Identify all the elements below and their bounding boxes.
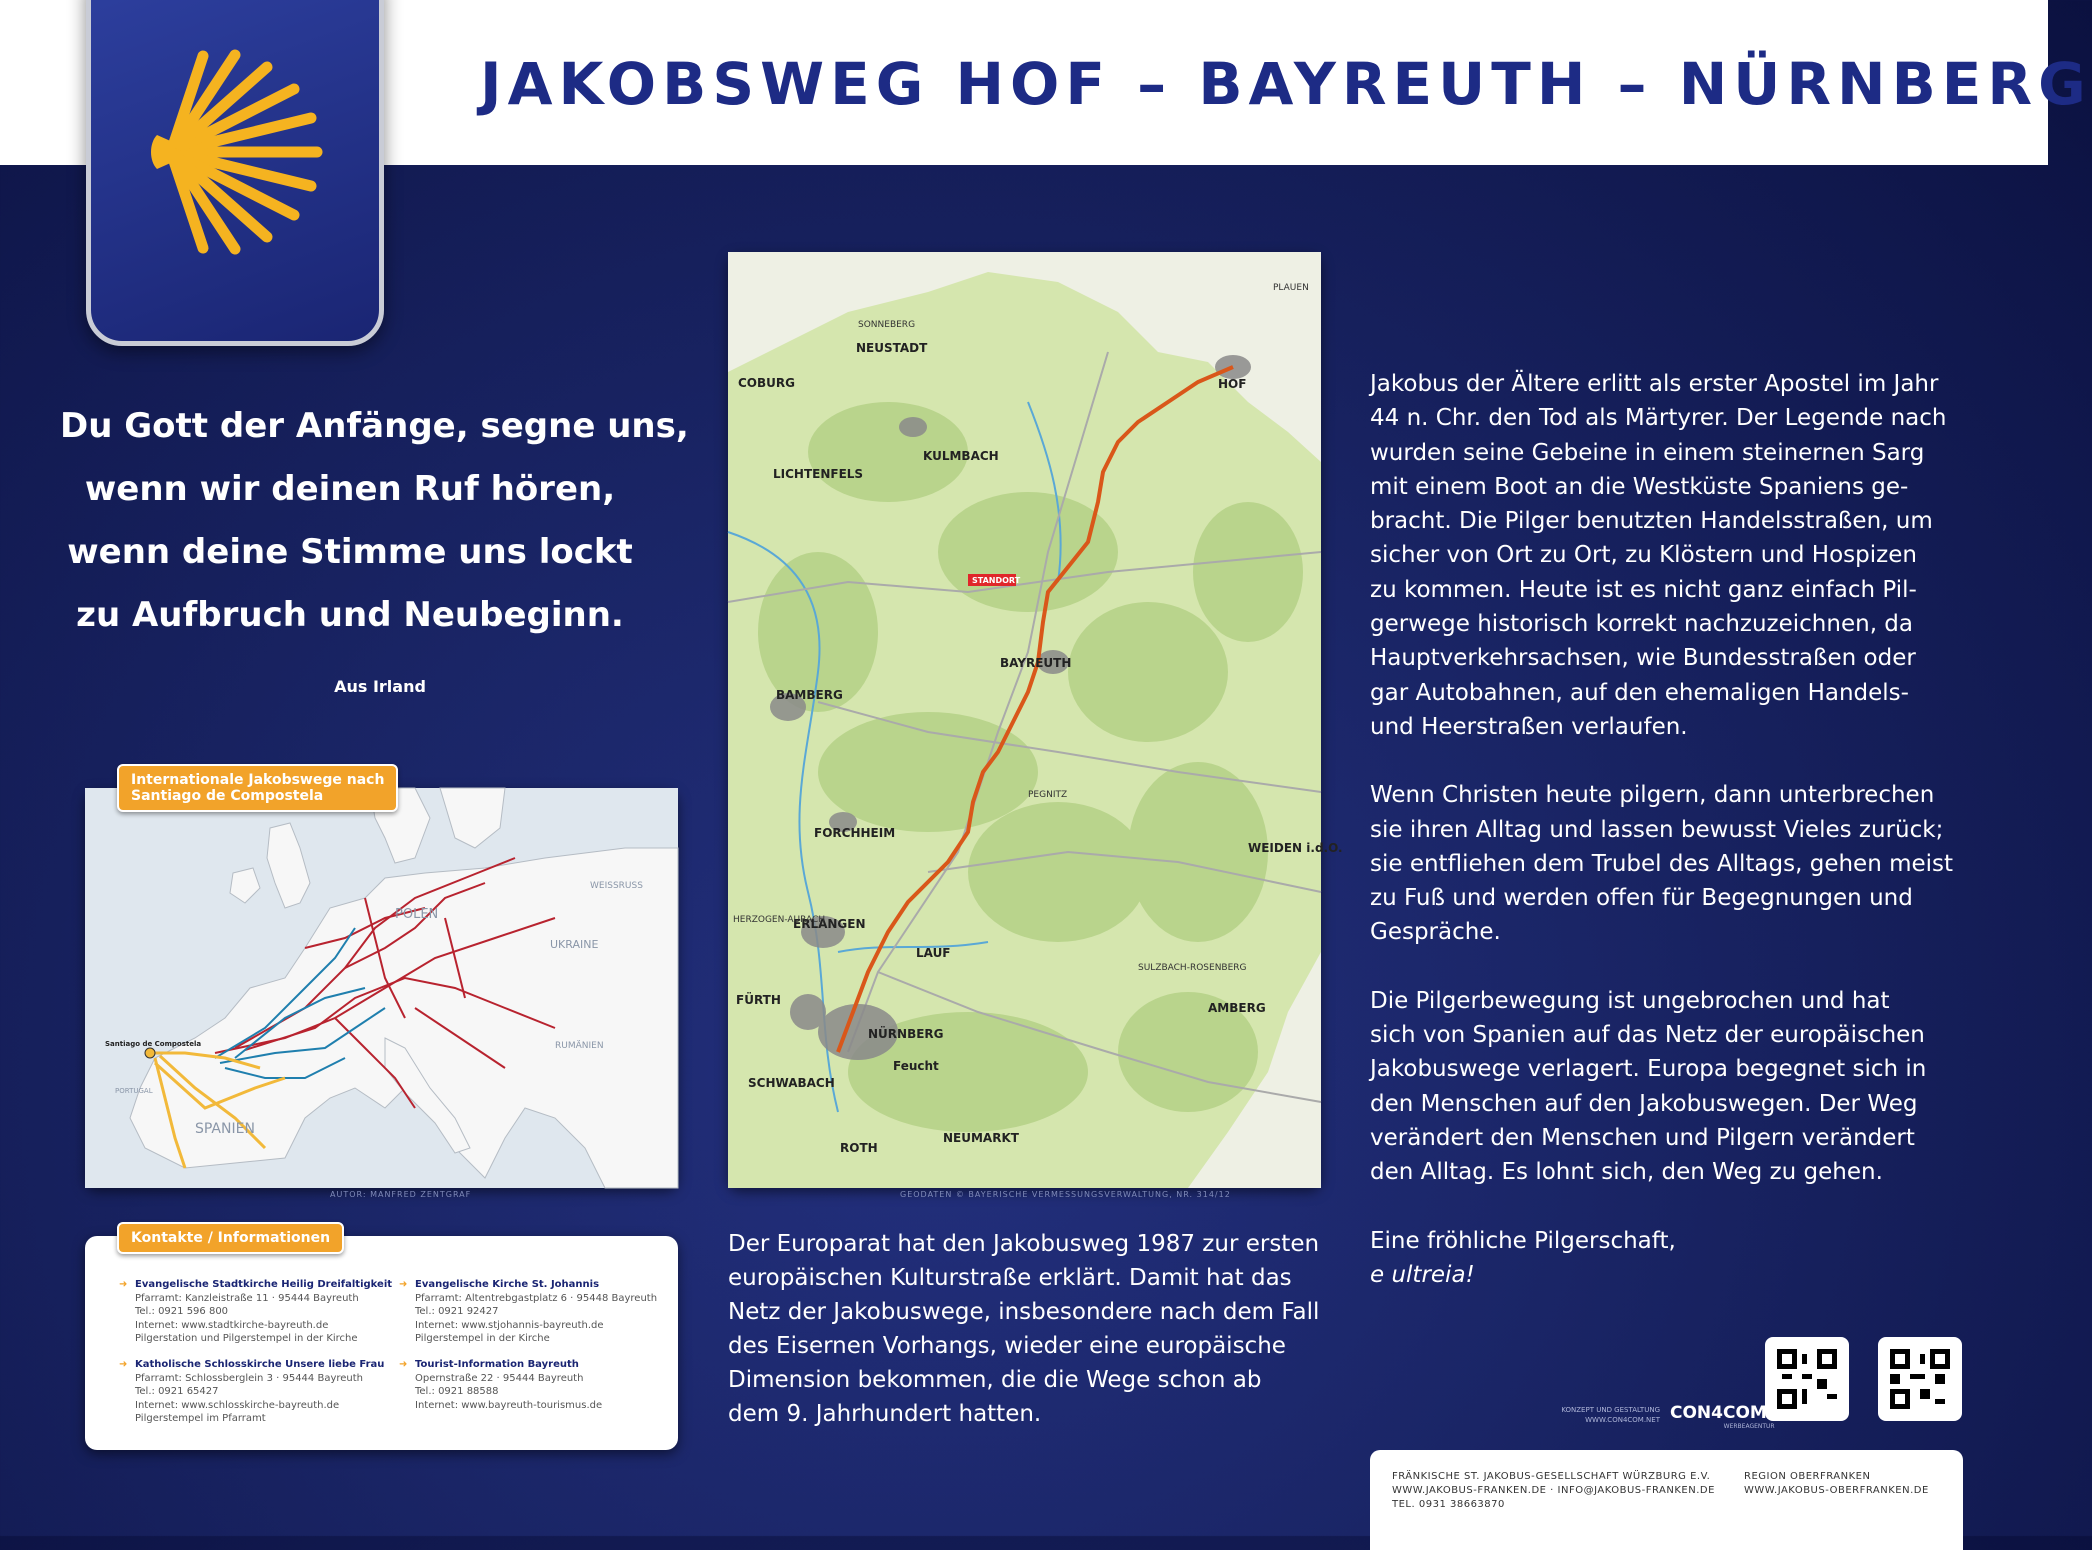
design-credit-line: KONZEPT UND GESTALTUNG xyxy=(1561,1406,1660,1414)
city-sonneberg: SONNEBERG xyxy=(858,320,916,330)
contact-line[interactable]: Internet: www.stjohannis-bayreuth.de xyxy=(415,1319,604,1331)
page-title: JAKOBSWEG HOF – BAYREUTH – NÜRNBERG xyxy=(480,50,2092,118)
footer-line: TEL. 0931 38663870 xyxy=(1392,1499,1505,1510)
standort-label: STANDORT xyxy=(972,576,1021,585)
map-label-portugal: PORTUGAL xyxy=(115,1087,153,1095)
logo-tile xyxy=(86,0,384,346)
text-line: Jakobuswege verlagert. Europa begegnet sich in xyxy=(1370,1056,1927,1083)
contacts-tag: Kontakte / Informationen xyxy=(117,1222,344,1254)
contact-line: Opernstraße 22 · 95444 Bayreuth xyxy=(415,1372,584,1384)
paragraph-2 xyxy=(1370,778,1963,949)
city-neumarkt: NEUMARKT xyxy=(943,1131,1019,1145)
contact-line: Pilgerstation und Pilgerstempel in der Kirche xyxy=(135,1333,358,1344)
right-column-text xyxy=(1370,367,1963,1292)
contact-name: Tourist-Information Bayreuth xyxy=(415,1359,579,1370)
city-erlangen: ERLANGEN xyxy=(793,917,866,931)
text-line: Die Pilgerbewegung ist ungebrochen und hat xyxy=(1370,987,1890,1014)
footer-line[interactable]: WWW.JAKOBUS-FRANKEN.DE · INFO@JAKOBUS-FRANKEN.DE xyxy=(1392,1485,1715,1496)
region-map-card xyxy=(728,252,1343,1188)
text-line: wurden seine Gebeine in einem steinernen Sarg xyxy=(1370,439,1925,466)
contact-entry xyxy=(399,1278,675,1346)
con4com-sub: WERBEAGENTUR xyxy=(1723,1423,1775,1430)
text-line: sie entfliehen dem Trubel des Alltags, gehen meist xyxy=(1370,850,1954,877)
map-label-santiago: Santiago de Compostela xyxy=(105,1040,202,1048)
scallop-shell-icon xyxy=(91,0,379,341)
text-line: Hauptverkehrsachsen, wie Bundesstraßen oder xyxy=(1370,645,1916,672)
text-line: Jakobus der Ältere erlitt als erster Apostel im Jahr xyxy=(1370,371,1939,397)
text-line: sicher von Ort zu Ort, zu Klöstern und Hospizen xyxy=(1370,542,1917,569)
text-line: und Heerstraßen verlaufen. xyxy=(1370,713,1688,740)
contact-line: Tel.: 0921 92427 xyxy=(415,1306,499,1317)
city-hof: HOF xyxy=(1218,377,1247,391)
text-line: gerwege historisch korrekt nachzuzeichnen, da xyxy=(1370,611,1914,638)
city-pegnitz: PEGNITZ xyxy=(1028,790,1068,800)
text-line: Dimension bekommen, die die Wege schon ab xyxy=(728,1367,1262,1393)
qr-code-right[interactable] xyxy=(1878,1337,1962,1421)
contact-line: Pfarramt: Schlossberglein 3 · 95444 Bayreuth xyxy=(135,1372,364,1384)
text-line: zu kommen. Heute ist es nicht ganz einfach Pil- xyxy=(1370,576,1917,603)
city-bamberg: BAMBERG xyxy=(776,688,843,702)
city-neustadt: NEUSTADT xyxy=(856,341,928,355)
text-line: Eine fröhliche Pilgerschaft, xyxy=(1370,1227,1676,1254)
city-bayreuth: BAYREUTH xyxy=(1000,656,1072,670)
contact-line[interactable]: Internet: www.bayreuth-tourismus.de xyxy=(415,1399,603,1411)
text-line: sich von Spanien auf das Netz der europäischen xyxy=(1370,1022,1925,1049)
city-forchheim: FORCHHEIM xyxy=(814,826,896,840)
con4com-logo xyxy=(1670,1403,1775,1430)
quote-line: wenn deine Stimme uns lockt xyxy=(67,532,633,572)
map-label-weissruss: WEISSRUSS xyxy=(590,881,643,891)
contact-entry xyxy=(119,1278,395,1346)
europe-map-tag-line: Santiago de Compostela xyxy=(131,788,324,804)
center-paragraph xyxy=(728,1227,1321,1431)
city-coburg: COBURG xyxy=(738,376,795,390)
contact-entry xyxy=(119,1358,395,1426)
text-line: 44 n. Chr. den Tod als Märtyrer. Der Legende nach xyxy=(1370,405,1947,432)
contact-line[interactable]: Internet: www.stadtkirche-bayreuth.de xyxy=(135,1319,329,1331)
region-map-credit: GEODATEN © BAYERISCHE VERMESSUNGSVERWALTUNG, NR. 314/12 xyxy=(900,1190,1231,1199)
city-herzogen: HERZOGEN-AURACH xyxy=(733,915,826,925)
quote-line: Du Gott der Anfänge, segne uns, xyxy=(60,406,689,446)
qr-code-left[interactable] xyxy=(1765,1337,1849,1421)
text-line: zu Fuß und werden offen für Begegnungen und xyxy=(1370,885,1913,912)
city-roth: ROTH xyxy=(840,1141,878,1155)
city-amberg: AMBERG xyxy=(1208,1001,1266,1015)
contact-name: Evangelische Kirche St. Johannis xyxy=(415,1279,600,1290)
contact-line: Pfarramt: Altentrebgastplatz 6 · 95448 Bayreuth xyxy=(415,1292,658,1304)
text-line: gar Autobahnen, auf den ehemaligen Handels- xyxy=(1370,679,1909,706)
map-label-polen: POLEN xyxy=(395,907,439,922)
paragraph-3 xyxy=(1370,984,1963,1190)
city-weiden: WEIDEN i.d.O. xyxy=(1248,841,1343,855)
footer-card xyxy=(1370,1450,1963,1550)
design-credit-line: WWW.CON4COM.NET xyxy=(1585,1416,1660,1424)
contact-line: Pilgerstempel im Pfarramt xyxy=(135,1413,266,1424)
contact-line: Pilgerstempel in der Kirche xyxy=(415,1333,550,1344)
footer-left xyxy=(1392,1470,1715,1512)
city-schwabach: SCHWABACH xyxy=(748,1076,835,1090)
arrow-icon: ➜ xyxy=(119,1359,128,1370)
text-line: des Eisernen Vorhangs, wieder eine europäische xyxy=(728,1333,1286,1359)
footer-right xyxy=(1744,1470,1929,1498)
text-line: dem 9. Jahrhundert hatten. xyxy=(728,1401,1042,1427)
text-line: mit einem Boot an die Westküste Spaniens ge- xyxy=(1370,473,1909,500)
map-label-ukraine: UKRAINE xyxy=(550,938,599,951)
paragraph-1 xyxy=(1370,367,1963,744)
contact-line[interactable]: Internet: www.schlosskirche-bayreuth.de xyxy=(135,1399,340,1411)
city-feucht: Feucht xyxy=(893,1059,939,1073)
city-sulzbach: SULZBACH-ROSENBERG xyxy=(1138,963,1247,973)
europe-map-credit: AUTOR: MANFRED ZENTGRAF xyxy=(330,1190,472,1199)
contacts-card xyxy=(85,1236,678,1450)
quote-line: zu Aufbruch und Neubeginn. xyxy=(76,595,624,635)
contact-line: Tel.: 0921 65427 xyxy=(135,1386,219,1397)
city-plauen: PLAUEN xyxy=(1273,283,1309,293)
text-line: sie ihren Alltag und lassen bewusst Vieles zurück; xyxy=(1370,816,1944,843)
text-line: Wenn Christen heute pilgern, dann unterbrechen xyxy=(1370,782,1935,809)
city-nurnberg: NÜRNBERG xyxy=(868,1027,944,1041)
arrow-icon: ➜ xyxy=(399,1279,408,1290)
contact-entry xyxy=(399,1358,675,1412)
arrow-icon: ➜ xyxy=(119,1279,128,1290)
contact-name: Evangelische Stadtkirche Heilig Dreifaltigkeit xyxy=(135,1279,393,1290)
europe-route-map xyxy=(85,788,678,1188)
contact-line: Pfarramt: Kanzleistraße 11 · 95444 Bayreuth xyxy=(135,1292,359,1304)
text-line: den Alltag. Es lohnt sich, den Weg zu gehen. xyxy=(1370,1159,1883,1186)
text-line: Netz der Jakobuswege, insbesondere nach dem Fall xyxy=(728,1299,1320,1325)
text-line: e ultreia! xyxy=(1370,1261,1475,1288)
europe-map-card xyxy=(85,788,678,1188)
footer-line[interactable]: WWW.JAKOBUS-OBERFRANKEN.DE xyxy=(1744,1485,1929,1496)
qr-icon xyxy=(1777,1349,1837,1409)
region-route-map xyxy=(728,252,1343,1188)
footer-line: REGION OBERFRANKEN xyxy=(1744,1471,1871,1482)
text-line: den Menschen auf den Jakobuswegen. Der Weg xyxy=(1370,1090,1918,1117)
text-line: Der Europarat hat den Jakobusweg 1987 zur ersten xyxy=(728,1231,1320,1257)
text-line: verändert den Menschen und Pilgern verändert xyxy=(1370,1124,1915,1151)
footer-line: FRÄNKISCHE ST. JAKOBUS-GESELLSCHAFT WÜRZBURG E.V. xyxy=(1392,1471,1711,1482)
city-furth: FÜRTH xyxy=(736,993,781,1007)
text-line: europäischen Kulturstraße erklärt. Damit hat das xyxy=(728,1265,1292,1291)
arrow-icon: ➜ xyxy=(399,1359,408,1370)
city-kulmbach: KULMBACH xyxy=(923,449,999,463)
map-label-rumanien: RUMÄNIEN xyxy=(555,1041,604,1051)
con4com-brand: CON4COM! xyxy=(1670,1403,1775,1423)
map-label-spanien: SPANIEN xyxy=(195,1121,255,1137)
qr-icon xyxy=(1890,1349,1950,1409)
city-lauf: LAUF xyxy=(916,946,951,960)
europe-map-tag-line: Internationale Jakobswege nach xyxy=(131,772,385,788)
text-line: Gespräche. xyxy=(1370,919,1501,946)
contact-name: Katholische Schlosskirche Unsere liebe Frau xyxy=(135,1359,385,1370)
design-credit xyxy=(1520,1405,1660,1425)
text-line: bracht. Die Pilger benutzten Handelsstraßen, um xyxy=(1370,508,1933,535)
contact-line: Tel.: 0921 596 800 xyxy=(135,1306,229,1317)
quote xyxy=(60,395,689,647)
quote-source: Aus Irland xyxy=(334,677,426,696)
paragraph-4 xyxy=(1370,1224,1963,1293)
europe-map-tag xyxy=(117,764,398,812)
contact-line: Tel.: 0921 88588 xyxy=(415,1386,499,1397)
quote-line: wenn wir deinen Ruf hören, xyxy=(84,469,616,509)
city-lichtenfels: LICHTENFELS xyxy=(773,467,864,481)
